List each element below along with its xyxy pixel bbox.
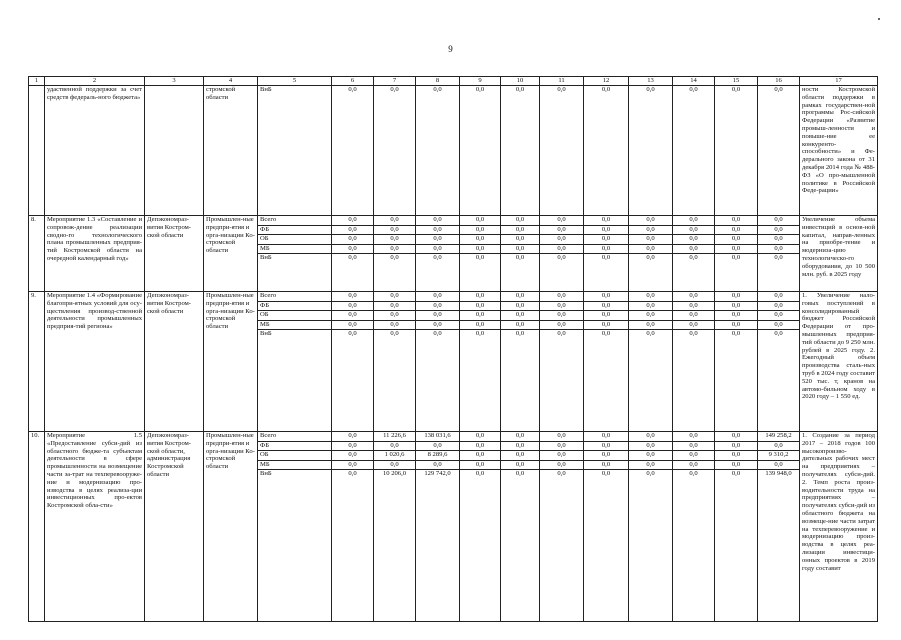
value: 0,0 xyxy=(348,86,357,93)
value: 0,0 xyxy=(584,311,628,321)
value-cell xyxy=(501,86,540,216)
value: 0,0 xyxy=(758,302,799,312)
value: 0,0 xyxy=(460,245,500,255)
value: 139 948,0 xyxy=(765,470,792,478)
value-cell xyxy=(715,292,758,432)
participant-name: Промышлен-ные предпри-ятия и орга-низации Ко-стромской области xyxy=(204,216,258,292)
value: 0,0 xyxy=(416,311,459,321)
value-cell xyxy=(540,86,584,216)
value: 0,0 xyxy=(774,254,783,262)
value-cell xyxy=(584,86,629,216)
value-cell xyxy=(332,432,374,622)
executor-name xyxy=(145,86,204,216)
value: 0,0 xyxy=(475,470,485,478)
value: 0,0 xyxy=(332,461,373,471)
value: 0,0 xyxy=(540,432,583,442)
value: 0,0 xyxy=(673,442,714,452)
value-cell xyxy=(460,432,501,622)
value: 0,0 xyxy=(715,321,757,331)
value: 0,0 xyxy=(715,226,757,236)
source-label: МБ xyxy=(258,321,331,331)
value: 0,0 xyxy=(501,311,539,321)
value-cell xyxy=(758,432,800,622)
value: 0,0 xyxy=(374,442,415,452)
column-number: 17 xyxy=(800,77,878,86)
value: 0,0 xyxy=(557,330,566,338)
value: 0,0 xyxy=(758,245,799,255)
value: 0,0 xyxy=(673,321,714,331)
value: 0,0 xyxy=(374,235,415,245)
value-cell xyxy=(540,432,584,622)
value: 0,0 xyxy=(715,292,757,302)
value-cell xyxy=(416,216,460,292)
value: 0,0 xyxy=(758,461,799,471)
value-cell xyxy=(332,86,374,216)
value: 0,0 xyxy=(557,254,566,262)
value: 0,0 xyxy=(673,216,714,226)
column-number: 2 xyxy=(45,77,145,86)
value: 0,0 xyxy=(540,235,583,245)
value: 0,0 xyxy=(515,86,525,93)
column-number: 14 xyxy=(673,77,715,86)
value: 0,0 xyxy=(332,245,373,255)
value: 0,0 xyxy=(715,245,757,255)
row-number xyxy=(29,86,45,216)
value: 0,0 xyxy=(460,432,500,442)
source-label: Всего xyxy=(258,216,331,226)
value: 0,0 xyxy=(584,302,628,312)
source-label: ФБ xyxy=(258,226,331,236)
value: 0,0 xyxy=(460,302,500,312)
value: 0,0 xyxy=(501,245,539,255)
column-number: 7 xyxy=(374,77,416,86)
value: 0,0 xyxy=(374,292,415,302)
value: 10 206,0 xyxy=(382,470,407,478)
value: 0,0 xyxy=(332,311,373,321)
source-label: МБ xyxy=(258,461,331,471)
value: 0,0 xyxy=(689,254,698,262)
value: 0,0 xyxy=(374,216,415,226)
value: 0,0 xyxy=(629,461,672,471)
value: 0,0 xyxy=(374,311,415,321)
column-number: 5 xyxy=(258,77,332,86)
funding-sources xyxy=(258,292,332,432)
table-row xyxy=(29,292,878,432)
value: 0,0 xyxy=(629,451,672,461)
value: 0,0 xyxy=(540,302,583,312)
value-cell xyxy=(629,216,673,292)
value: 0,0 xyxy=(584,321,628,331)
source-label: МБ xyxy=(258,245,331,255)
value: 0,0 xyxy=(460,216,500,226)
value-cell xyxy=(332,216,374,292)
column-number: 9 xyxy=(460,77,501,86)
value: 9 310,2 xyxy=(758,451,799,461)
value: 0,0 xyxy=(501,235,539,245)
header-row xyxy=(29,77,878,86)
value: 0,0 xyxy=(689,470,698,478)
value-cell xyxy=(715,432,758,622)
value: 0,0 xyxy=(715,442,757,452)
value: 0,0 xyxy=(416,292,459,302)
value: 0,0 xyxy=(629,216,672,226)
event-name: Мероприятие 1.3 «Составление и сопровож-дение реализации сводно-го технологического плана промышленных предприя-тий Костромской области на очередной календарный год» xyxy=(45,216,145,292)
value: 0,0 xyxy=(715,311,757,321)
value: 0,0 xyxy=(557,470,566,478)
value: 0,0 xyxy=(460,461,500,471)
value: 129 742,0 xyxy=(424,470,451,478)
value: 0,0 xyxy=(715,461,757,471)
value: 0,0 xyxy=(475,254,485,262)
funding-sources xyxy=(258,216,332,292)
value-cell xyxy=(460,292,501,432)
column-number: 6 xyxy=(332,77,374,86)
row-number: 8. xyxy=(29,216,45,292)
value: 0,0 xyxy=(731,330,741,338)
value: 0,0 xyxy=(673,311,714,321)
value: 0,0 xyxy=(731,254,741,262)
event-name: Мероприятие 1.5 «Предоставление субси-дий из областного бюдже-та субъектам деятельности в сфере промышленности на возмещение части за-трат на техперевооруже-ние и модернизацию про-изводства в целях реализа-ции инвестиционных про-ектов Костромской обла-сти» xyxy=(45,432,145,622)
value: 0,0 xyxy=(715,302,757,312)
value-cell xyxy=(374,216,416,292)
column-number: 11 xyxy=(540,77,584,86)
column-number: 1 xyxy=(29,77,45,86)
value: 0,0 xyxy=(584,245,628,255)
value: 0,0 xyxy=(515,330,525,338)
value: 0,0 xyxy=(584,216,628,226)
executor-name: Депэкономраз-вития Костром-ской области xyxy=(145,216,204,292)
value: 0,0 xyxy=(332,321,373,331)
value-cell xyxy=(332,292,374,432)
table-row xyxy=(29,86,878,216)
source-label: ФБ xyxy=(258,302,331,312)
value: 0,0 xyxy=(374,245,415,255)
value: 0,0 xyxy=(601,86,611,93)
value: 0,0 xyxy=(673,302,714,312)
page-number: 9 xyxy=(448,44,453,54)
column-number: 3 xyxy=(145,77,204,86)
column-number: 4 xyxy=(204,77,258,86)
expected-result: 1. Увеличение нало-говых поступлений в консолидированный бюджет Российской Федерации от про-мышленных предприя-тий области до 9 250 млн. рублей в 2025 году. 2. Ежегодный объем производства сталь-ных труб в 2024 году составит 520 тыс. т, кранов на автомо-бильном ходу в 2020 году – 1 550 ед. xyxy=(800,292,878,432)
corner-mark xyxy=(878,18,880,20)
value-cell xyxy=(584,432,629,622)
value: 0,0 xyxy=(515,470,525,478)
value: 0,0 xyxy=(758,442,799,452)
value-cell xyxy=(673,216,715,292)
value: 0,0 xyxy=(689,86,698,93)
value: 0,0 xyxy=(715,235,757,245)
value: 0,0 xyxy=(501,451,539,461)
value: 0,0 xyxy=(501,226,539,236)
value: 0,0 xyxy=(758,311,799,321)
value: 0,0 xyxy=(584,226,628,236)
value: 0,0 xyxy=(390,254,399,262)
value: 0,0 xyxy=(715,451,757,461)
value: 0,0 xyxy=(540,245,583,255)
value: 1 020,6 xyxy=(374,451,415,461)
value: 0,0 xyxy=(501,292,539,302)
source-label: ОБ xyxy=(258,235,331,245)
value: 0,0 xyxy=(673,451,714,461)
value: 0,0 xyxy=(460,451,500,461)
value: 0,0 xyxy=(758,216,799,226)
value: 0,0 xyxy=(774,330,783,338)
value: 0,0 xyxy=(332,451,373,461)
expected-result: Увеличение объема инвестиций в основ-ной капитал, направ-ленных на приобре-тение и модерниза-цию технологическо-го оборудования, до 10 500 млн. руб. в 2025 году xyxy=(800,216,878,292)
source-label: Всего xyxy=(258,432,331,442)
value: 0,0 xyxy=(673,226,714,236)
value: 0,0 xyxy=(758,226,799,236)
value: 0,0 xyxy=(715,216,757,226)
value: 0,0 xyxy=(646,86,655,93)
table-row xyxy=(29,432,878,622)
value: 0,0 xyxy=(416,302,459,312)
value-cell xyxy=(629,86,673,216)
column-number: 12 xyxy=(584,77,629,86)
value: 0,0 xyxy=(557,86,566,93)
funding-sources xyxy=(258,86,332,216)
source-label: ВнБ xyxy=(260,470,272,478)
value-cell xyxy=(374,86,416,216)
value: 0,0 xyxy=(758,235,799,245)
value: 0,0 xyxy=(460,235,500,245)
value: 0,0 xyxy=(475,86,485,93)
value: 0,0 xyxy=(501,461,539,471)
value-cell xyxy=(416,86,460,216)
value: 0,0 xyxy=(731,470,741,478)
value: 0,0 xyxy=(540,451,583,461)
value: 0,0 xyxy=(332,226,373,236)
value: 0,0 xyxy=(374,321,415,331)
value: 0,0 xyxy=(731,86,741,93)
value: 0,0 xyxy=(460,321,500,331)
value-cell xyxy=(758,86,800,216)
value-cell xyxy=(673,86,715,216)
value: 0,0 xyxy=(501,442,539,452)
value-cell xyxy=(629,432,673,622)
budget-table xyxy=(28,76,878,622)
value: 0,0 xyxy=(584,432,628,442)
value: 0,0 xyxy=(332,216,373,226)
value: 0,0 xyxy=(673,245,714,255)
value: 0,0 xyxy=(390,330,399,338)
source-label: ФБ xyxy=(258,442,331,452)
value: 0,0 xyxy=(475,330,485,338)
value: 0,0 xyxy=(673,461,714,471)
value: 0,0 xyxy=(501,216,539,226)
value: 0,0 xyxy=(374,226,415,236)
value: 0,0 xyxy=(629,292,672,302)
value-cell xyxy=(460,86,501,216)
value-cell xyxy=(501,292,540,432)
value: 0,0 xyxy=(501,432,539,442)
value: 0,0 xyxy=(629,432,672,442)
row-number: 10. xyxy=(29,432,45,622)
funding-sources xyxy=(258,432,332,622)
column-number: 13 xyxy=(629,77,673,86)
value: 0,0 xyxy=(416,321,459,331)
value: 0,0 xyxy=(416,245,459,255)
value: 0,0 xyxy=(629,311,672,321)
source-label: ОБ xyxy=(258,311,331,321)
source-label: Всего xyxy=(258,292,331,302)
participant-name: стромской области xyxy=(204,86,258,216)
value: 0,0 xyxy=(460,292,500,302)
participant-name: Промышлен-ные предпри-ятия и орга-низации Ко-стромской области xyxy=(204,432,258,622)
source-label: ОБ xyxy=(258,451,331,461)
row-number: 9. xyxy=(29,292,45,432)
value: 0,0 xyxy=(673,235,714,245)
value-cell xyxy=(374,292,416,432)
value: 0,0 xyxy=(540,461,583,471)
value: 0,0 xyxy=(433,254,442,262)
value: 0,0 xyxy=(460,226,500,236)
value: 0,0 xyxy=(629,245,672,255)
value: 0,0 xyxy=(540,216,583,226)
value: 0,0 xyxy=(601,470,611,478)
source-label: ВнБ xyxy=(260,86,272,93)
table-row xyxy=(29,216,878,292)
value: 0,0 xyxy=(673,292,714,302)
value: 0,0 xyxy=(416,226,459,236)
executor-name: Депэкономраз-вития Костром-ской области xyxy=(145,292,204,432)
value: 0,0 xyxy=(540,442,583,452)
value-cell xyxy=(629,292,673,432)
value: 0,0 xyxy=(584,461,628,471)
value: 0,0 xyxy=(348,470,357,478)
value-cell xyxy=(584,292,629,432)
value: 0,0 xyxy=(715,432,757,442)
value: 0,0 xyxy=(646,330,655,338)
value-cell xyxy=(540,292,584,432)
value: 0,0 xyxy=(601,254,611,262)
value: 0,0 xyxy=(774,86,783,93)
value: 0,0 xyxy=(584,442,628,452)
source-label: ВнБ xyxy=(260,330,272,338)
value: 0,0 xyxy=(673,432,714,442)
event-name: удаственной поддержки за счет средств федераль-ного бюджета» xyxy=(45,86,145,216)
column-number: 16 xyxy=(758,77,800,86)
value: 0,0 xyxy=(332,292,373,302)
participant-name: Промышлен-ные предпри-ятия и орга-низации Ко-стромской области xyxy=(204,292,258,432)
expected-result: 1. Создание за период 2017 – 2018 годов 100 высокопроизво-дительных рабочих мест на предприятиях – получателях субси-дий. 2. Темп роста произ-водительности труда на предприятиях – получателях субси-дий из областного бюджета на возмеще-ние части затрат на техперевооружение и модернизацию произ-водства в целях реа-лизации инвестици-онных проектов в 2019 году составит xyxy=(800,432,878,622)
expected-result: ности Костромской области поддержки в рамках государствен-ной программы Рос-сийской Федерации «Развитие промыш-ленности и повыше-ние ее конкуренто-способности» и Фе-дерального закона от 31 декабря 2014 года № 488-ФЗ «О про-мышленной политике в Российской Феде-рации» xyxy=(800,86,878,216)
event-name: Мероприятие 1.4 «Формирование благопри-ятных условий для осу-ществления производ-ственной деятельности промышленных предприя-тий региона» xyxy=(45,292,145,432)
value-cell xyxy=(540,216,584,292)
value: 138 031,6 xyxy=(416,432,459,442)
value-cell xyxy=(673,292,715,432)
value: 0,0 xyxy=(515,254,525,262)
value-cell xyxy=(374,432,416,622)
value: 0,0 xyxy=(629,302,672,312)
value: 0,0 xyxy=(348,254,357,262)
value: 0,0 xyxy=(540,311,583,321)
value-cell xyxy=(501,216,540,292)
value: 0,0 xyxy=(501,302,539,312)
value-cell xyxy=(501,432,540,622)
executor-name: Депэкономраз-вития Костром-ской области, администрация Костромской области xyxy=(145,432,204,622)
value: 0,0 xyxy=(758,292,799,302)
value-cell xyxy=(416,292,460,432)
value: 0,0 xyxy=(629,442,672,452)
value: 0,0 xyxy=(460,442,500,452)
value: 0,0 xyxy=(374,461,415,471)
value-cell xyxy=(758,292,800,432)
value: 0,0 xyxy=(629,321,672,331)
value: 0,0 xyxy=(501,321,539,331)
value: 149 258,2 xyxy=(758,432,799,442)
value: 0,0 xyxy=(416,442,459,452)
value: 0,0 xyxy=(433,86,442,93)
value-cell xyxy=(584,216,629,292)
source-label: ВнБ xyxy=(260,254,272,262)
value-cell xyxy=(715,216,758,292)
value: 0,0 xyxy=(584,292,628,302)
value: 0,0 xyxy=(332,442,373,452)
value: 0,0 xyxy=(584,451,628,461)
value: 0,0 xyxy=(646,254,655,262)
value: 0,0 xyxy=(416,461,459,471)
value: 0,0 xyxy=(416,216,459,226)
value: 0,0 xyxy=(433,330,442,338)
value: 0,0 xyxy=(348,330,357,338)
column-number: 10 xyxy=(501,77,540,86)
column-number: 8 xyxy=(416,77,460,86)
value: 0,0 xyxy=(540,292,583,302)
value: 0,0 xyxy=(332,432,373,442)
value-cell xyxy=(758,216,800,292)
value-cell xyxy=(416,432,460,622)
value: 0,0 xyxy=(540,226,583,236)
value-cell xyxy=(715,86,758,216)
value: 0,0 xyxy=(646,470,655,478)
value: 0,0 xyxy=(416,235,459,245)
value: 0,0 xyxy=(374,302,415,312)
value: 0,0 xyxy=(540,321,583,331)
value-cell xyxy=(460,216,501,292)
value: 8 289,6 xyxy=(416,451,459,461)
value: 0,0 xyxy=(584,235,628,245)
value: 0,0 xyxy=(629,235,672,245)
value: 0,0 xyxy=(689,330,698,338)
value: 0,0 xyxy=(332,302,373,312)
value: 11 226,6 xyxy=(374,432,415,442)
value-cell xyxy=(673,432,715,622)
value: 0,0 xyxy=(758,321,799,331)
column-number: 15 xyxy=(715,77,758,86)
value: 0,0 xyxy=(601,330,611,338)
value: 0,0 xyxy=(332,235,373,245)
value: 0,0 xyxy=(460,311,500,321)
value: 0,0 xyxy=(629,226,672,236)
value: 0,0 xyxy=(390,86,399,93)
